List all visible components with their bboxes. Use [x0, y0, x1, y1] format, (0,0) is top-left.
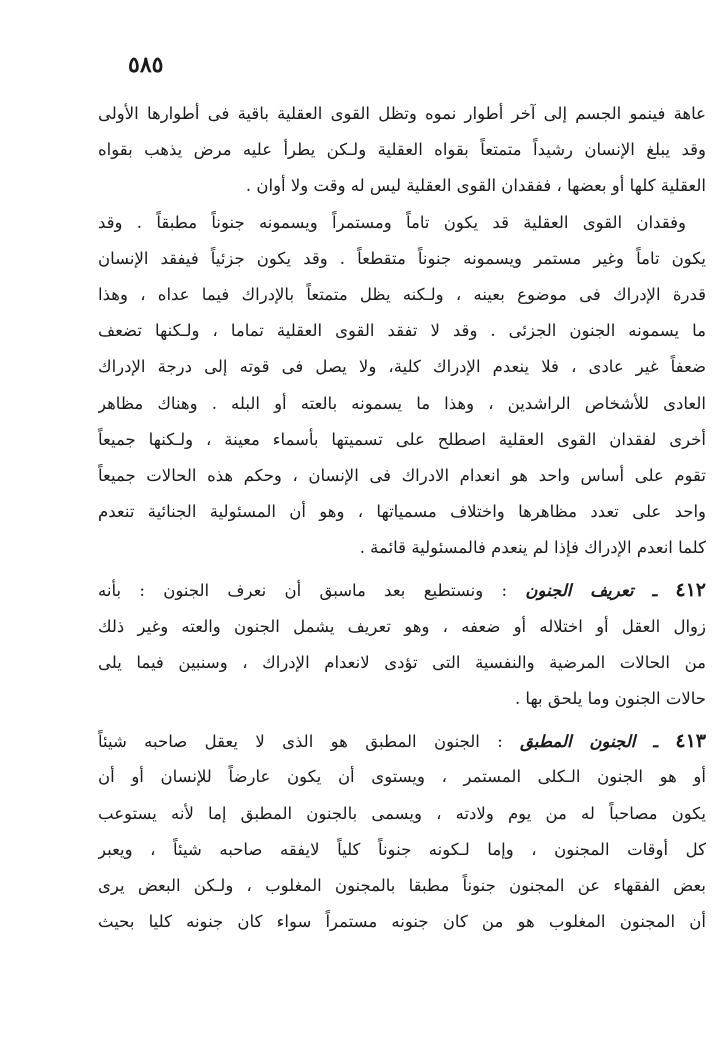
- section-heading-line: [98, 723, 706, 759]
- section-lead-text: : ونستطيع بعد ماسبق أن نعرف الجنون : بأنه: [98, 581, 508, 601]
- text-line: من الحالات المرضية والنفسية التى تؤدى لانعدام الإدراك ، وسنبين فيما يلى: [98, 652, 706, 672]
- section-number: ٤١٣: [675, 730, 706, 753]
- section-title: ـ تعريف الجنون: [525, 581, 658, 601]
- page-number: ٥٨٥: [128, 52, 164, 78]
- text-line: تقوم على أساس واحد هو انعدام الادراك فى الإنسان ، وحكم هذه الحالات جميعاً: [98, 465, 706, 485]
- text-line: قدرة الإدراك فى موضوع بعينه ، ولـكنه يظل متمتعاً بالإدراك فيما عداه ، وهذا: [98, 284, 706, 304]
- text-line: حالات الجنون وما يلحق بها .: [514, 689, 706, 708]
- text-line: كلما انعدم الإدراك فإذا لم ينعدم فالمسئولية قائمة .: [359, 538, 706, 558]
- text-line: بعض الفقهاء عن المجنون جنوناً مطبقا بالمجنون المغلوب ، ولـكن البعض يرى: [98, 875, 706, 895]
- text-line: أو هو الجنون الـكلى المستمر ، ويستوى أن يكون عارضاً للإنسان أو أن: [98, 767, 706, 787]
- text-line: أخرى لفقدان القوى العقلية اصطلح على تسميتها بأسماء معينة ، ولـكنها جميعاً: [98, 429, 706, 449]
- text-line: أن المجنون المغلوب هو من كان جنونه مستمراً سواء كان جنونه كليا بحيث: [98, 912, 706, 932]
- section-413: [98, 723, 706, 940]
- section-412: [98, 572, 706, 717]
- section-title: ـ الجنون المطبق: [520, 732, 659, 752]
- paragraph-1: [98, 96, 706, 205]
- section-heading-line: [98, 572, 706, 608]
- section-lead-text: : الجنون المطبق هو الذى لا يعقل صاحبه شيئاً: [98, 732, 503, 752]
- text-line: العقلية كلها أو بعضها ، ففقدان القوى العقلية ليس له وقت ولا أوان .: [245, 176, 706, 196]
- text-line: ما يسمونه الجنون الجزئى . وقد لا تفقد القوى العقلية تماما ، ولـكنها تضعف: [98, 321, 706, 341]
- section-number: ٤١٢: [675, 579, 706, 602]
- text-line: واحد على تعدد مظاهرها واختلاف مسمياتها ، وهو أن المسئولية الجنائية تنعدم: [98, 502, 706, 522]
- text-line: يكون تاماً وغير مستمر ويسمونه جنوناً متقطعاً . وقد يكون جزئياً فيفقد الإنسان: [98, 248, 706, 268]
- paragraph-2: [98, 205, 706, 567]
- text-line: عاهة فينمو الجسم إلى آخر أطوار نموه وتظل القوى العقلية باقية فى أطوارها الأولى: [98, 104, 706, 123]
- text-line: ضعفاً غير عادى ، فلا ينعدم الإدراك كلية، ولا يصل فى قوته إلى درجة الإدراك: [98, 357, 706, 377]
- text-line: وفقدان القوى العقلية قد يكون تاماً ومستمراً ويسمونه جنوناً مطبقاً . وقد: [98, 212, 686, 232]
- text-line: وقد يبلغ الإنسان رشيداً متمتعاً بقواه العقلية ولـكن يطرأ عليه مرض يذهب بقواه: [98, 140, 706, 160]
- text-line: العادى للأشخاص الراشدين ، وهذا ما يسمونه بالعته أو البله . وهناك مظاهر: [98, 393, 706, 413]
- text-line: زوال العقل أو اختلاله أو ضعفه ، وهو تعريف يشمل الجنون والعته وغير ذلك: [98, 616, 706, 636]
- body-text: [98, 96, 706, 940]
- text-line: كل أوقات المجنون ، وإما لـكونه جنوناً كلياً لايفقه صاحبه شيئاً ، ويعبر: [98, 839, 706, 859]
- text-line: يكون مصاحباً له من يوم ولادته ، ويسمى بالجنون المطبق إما لأنه يستوعب: [98, 803, 706, 823]
